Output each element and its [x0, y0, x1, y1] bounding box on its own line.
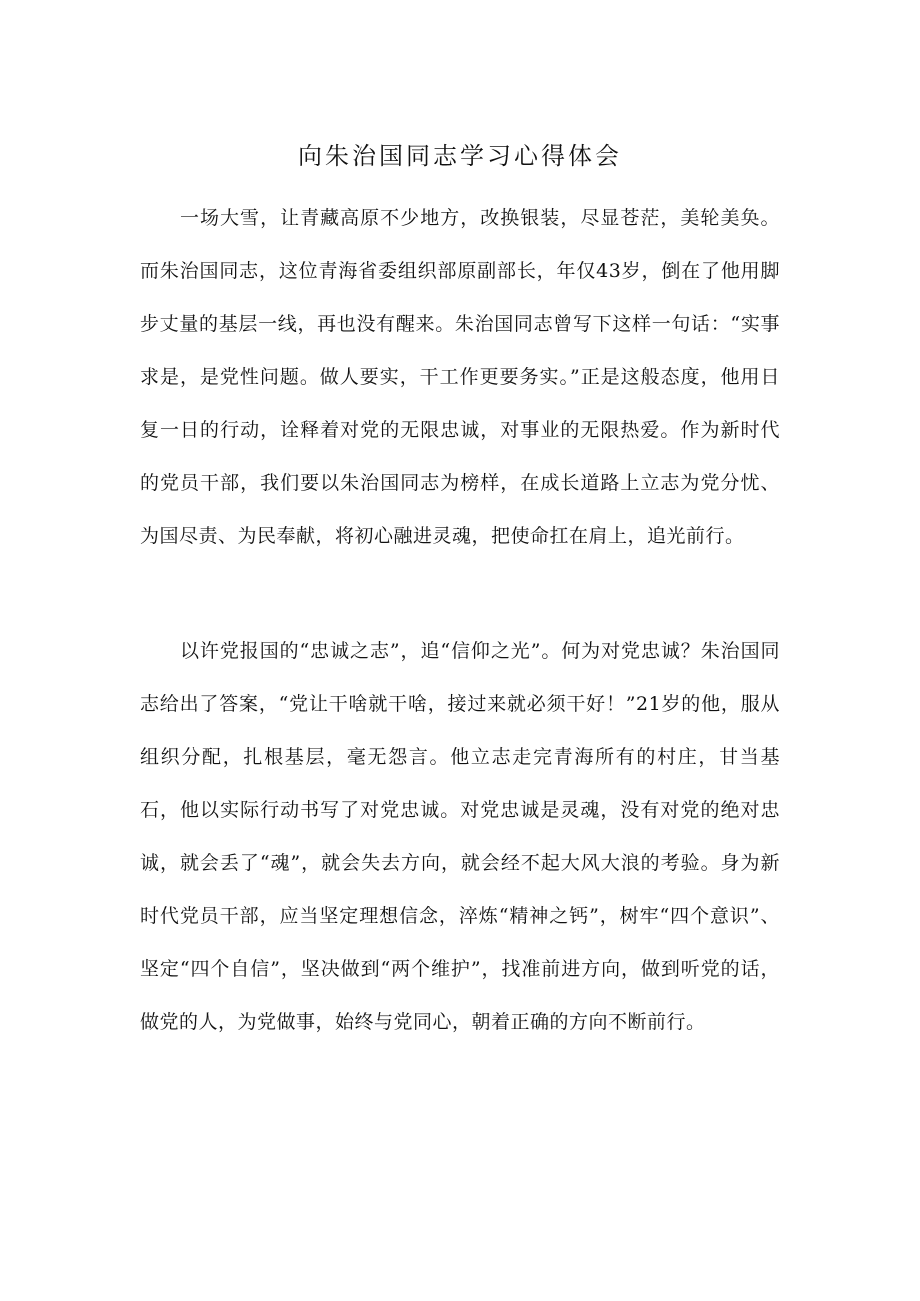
paragraph-1: 一场大雪，让青藏高原不少地方，改换银装，尽显苍茫，美轮美奂。而朱治国同志，这位青海省委组织部原副部长，年仅43岁，倒在了他用脚步丈量的基层一线，再也没有醒来。朱治国同志曾写下这样一句话：“实事求是，是党性问题。做人要实，干工作更要务实。”正是这般态度，他用日复一日的行动，诠释着对党的无限忠诚，对事业的无限热爱。作为新时代的党员干部，我们要以朱治国同志为榜样，在成长道路上立志为党分忧、为国尽责、为民奉献，将初心融进灵魂，把使命扛在肩上，追光前行。 [140, 207, 780, 547]
paragraph-2: 以许党报国的“忠诚之志”，追“信仰之光”。何为对党忠诚？朱治国同志给出了答案，“党让干啥就干啥，接过来就必须干好！”21岁的他，服从组织分配，扎根基层，毫无怨言。他立志走完青海所有的村庄，甘当基石，他以实际行动书写了对党忠诚。对党忠诚是灵魂，没有对党的绝对忠诚，就会丢了“魂”，就会失去方向，就会经不起大风大浪的考验。身为新时代党员干部，应当坚定理想信念，淬炼“精神之钙”，树牢“四个意识”、坚定“四个自信”，坚决做到“两个维护”，找准前进方向，做到听党的话，做党的人，为党做事，始终与党同心，朝着正确的方向不断前行。 [140, 640, 780, 1033]
document-title: 向朱治国同志学习心得体会 [298, 142, 622, 170]
